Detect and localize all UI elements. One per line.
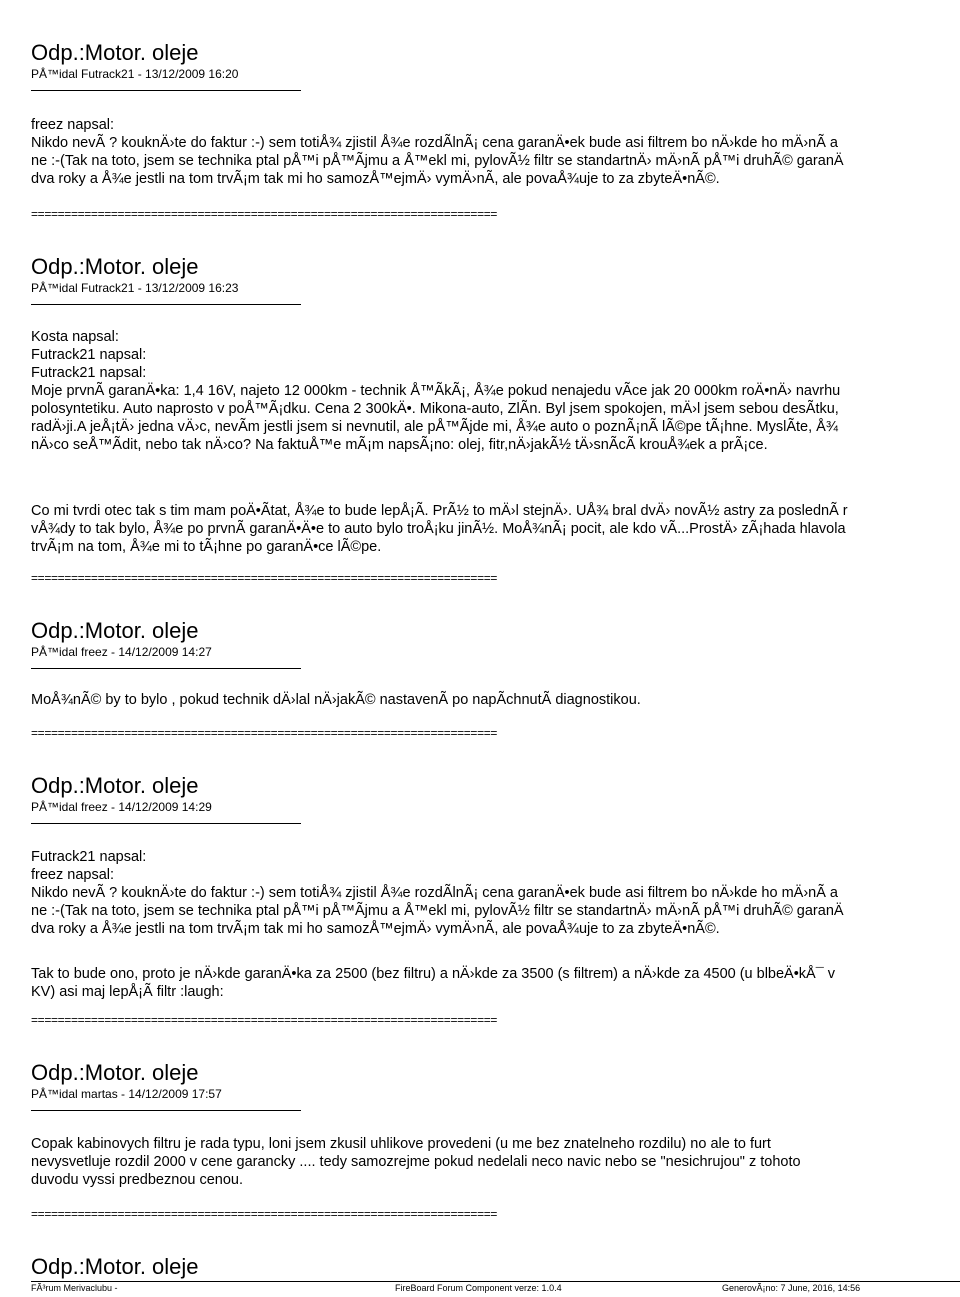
post-separator: ====================================================================== [31, 1207, 498, 1221]
footer-generated-date: GenerovÃ¡no: 7 June, 2016, 14:56 [722, 1283, 861, 1293]
forum-post [31, 254, 960, 556]
post-body-line: Nikdo nevÃ ? kouknÄ›te do faktur :-) sem totiÅ¾ zjistil Å¾e rozdÃlnÃ¡ cena garanÄ•ek bude asi filtrem bo nÄ›kde ho mÄ›nÃ a [31, 135, 838, 151]
quote-author: freez napsal: [31, 867, 115, 883]
post-divider [31, 823, 301, 824]
post-title: Odp.:Motor. oleje [31, 618, 199, 643]
post-body-line: dva roky a Å¾e jestli na tom trvÃ¡m tak mi ho samozÅ™ejmÄ› vymÄ›nÃ, ale povaÅ¾uje to za zbyteÄ•nÃ©. [31, 171, 720, 187]
post-body-line: dva roky a Å¾e jestli na tom trvÃ¡m tak mi ho samozÅ™ejmÄ› vymÄ›nÃ, ale povaÅ¾uje to za zbyteÄ•nÃ©. [31, 921, 720, 937]
post-body-line: trvÃ¡m na tom, Å¾e mi to tÃ¡hne po garanÄ•ce lÃ©pe. [31, 539, 382, 555]
forum-post [31, 1060, 960, 1189]
post-body-line: vÅ¾dy to tak bylo, Å¾e po prvnÃ garanÄ•Ä•e to auto bylo troÅ¡ku jinÃ½. MoÅ¾nÃ¡ pocit, ale kdo vÃ...ProstÄ› zÃ¡hada hlavola [31, 521, 846, 537]
post-body-line: MoÅ¾nÃ© by to bylo , pokud technik dÄ›lal nÄ›jakÃ© nastavenÃ po napÃchnutÃ diagnostikou. [31, 692, 641, 708]
post-title: Odp.:Motor. oleje [31, 40, 199, 65]
post-body-line: radÄ›ji.A jeÅ¡tÄ› jedna vÄ›c, nevÃm jestli jsem si nevnutil, ale pÅ™Ãjde mi, Å¾e auto o poznÃ¡nÃ lÃ©pe tÃ¡hne. MyslÃte, Å¾ [31, 419, 838, 435]
footer-divider [31, 1281, 960, 1282]
post-body-line: nevysvetluje rozdil 2000 v cene garancky .... tedy samozrejme pokud nedelali neco navic nebo se "nesichrujou" z tohoto [31, 1154, 801, 1170]
post-body-line: Nikdo nevÃ ? kouknÄ›te do faktur :-) sem totiÅ¾ zjistil Å¾e rozdÃlnÃ¡ cena garanÄ•ek bude asi filtrem bo nÄ›kde ho mÄ›nÃ a [31, 885, 838, 901]
post-body-line: KV) asi maj lepÅ¡Ã filtr :laugh: [31, 984, 224, 1000]
post-body-line: ne :-(Tak na toto, jsem se technika ptal pÅ™i pÅ™Ãjmu a Å™ekl mi, pylovÃ½ filtr se standartnÄ› mÄ›nÃ pÅ™i druhÃ© garanÄ [31, 153, 844, 169]
post-title: Odp.:Motor. oleje [31, 1254, 199, 1279]
forum-post [31, 773, 960, 1001]
forum-post [31, 40, 960, 188]
quote-author: Futrack21 napsal: [31, 849, 147, 865]
post-meta: PÅ™idal Futrack21 - 13/12/2009 16:23 [31, 281, 239, 295]
post-divider [31, 90, 301, 91]
post-divider [31, 668, 301, 669]
post-body-line: polosyntetiku. Auto naprosto v poÅ™Ã¡dku. Cena 2 300kÄ•. Mikona-auto, ZlÃn. Byl jsem spokojen, mÄ›l jsem sebou desÃtku, [31, 401, 839, 417]
post-title: Odp.:Motor. oleje [31, 254, 199, 279]
footer-forum-name: FÃ³rum Merivaclubu - [31, 1283, 118, 1293]
forum-post [31, 1254, 960, 1280]
post-title: Odp.:Motor. oleje [31, 1060, 199, 1085]
post-body-line: duvodu vyssi predbeznou cenou. [31, 1172, 244, 1188]
post-separator: ====================================================================== [31, 571, 498, 585]
paragraph-gap [31, 454, 960, 502]
post-meta: PÅ™idal freez - 14/12/2009 14:29 [31, 800, 212, 814]
post-separator: ====================================================================== [31, 726, 498, 740]
post-divider [31, 1110, 301, 1111]
post-body-line: Co mi tvrdi otec tak s tim mam poÄ•Ãtat, Å¾e to bude lepÅ¡Ã. PrÃ½ to mÄ›l stejnÄ›. UÅ¾ bral dvÄ› novÃ½ astry za poslednÃ r [31, 503, 848, 519]
post-body-line: ne :-(Tak na toto, jsem se technika ptal pÅ™i pÅ™Ãjmu a Å™ekl mi, pylovÃ½ filtr se standartnÄ› mÄ›nÃ pÅ™i druhÃ© garanÄ [31, 903, 844, 919]
paragraph-gap [31, 938, 960, 965]
post-body-line: Tak to bude ono, proto je nÄ›kde garanÄ•ka za 2500 (bez filtru) a nÄ›kde za 3500 (s filtrem) a nÄ›kde za 4500 (u blbeÄ•kÅ¯ v [31, 966, 836, 982]
post-body-line: Copak kabinovych filtru je rada typu, loni jsem zkusil uhlikove provedeni (u me bez znatelneho rozdilu) no ale to furt [31, 1136, 771, 1152]
forum-post [31, 618, 960, 709]
quote-author: Futrack21 napsal: [31, 365, 147, 381]
post-meta: PÅ™idal freez - 14/12/2009 14:27 [31, 645, 212, 659]
post-meta: PÅ™idal martas - 14/12/2009 17:57 [31, 1087, 222, 1101]
post-meta: PÅ™idal Futrack21 - 13/12/2009 16:20 [31, 67, 239, 81]
footer-component: FireBoard Forum Component verze: 1.0.4 [395, 1283, 562, 1293]
quote-author: freez napsal: [31, 117, 115, 133]
post-body-line: nÄ›co seÅ™Ãdit, nebo tak nÄ›co? Na faktuÅ™e mÃ¡m napsÃ¡no: olej, fitr,nÄ›jakÃ½ tÄ›snÃcÃ krouÅ¾ek a prÃ¡ce. [31, 437, 768, 453]
post-separator: ====================================================================== [31, 207, 498, 221]
post-separator: ====================================================================== [31, 1013, 498, 1027]
quote-author: Kosta napsal: [31, 329, 119, 345]
quote-author: Futrack21 napsal: [31, 347, 147, 363]
post-body-line: Moje prvnÃ garanÄ•ka: 1,4 16V, najeto 12 000km - technik Å™ÃkÃ¡, Å¾e pokud nenajedu vÃce jak 20 000km roÄ•nÄ› navrhu [31, 383, 841, 399]
post-title: Odp.:Motor. oleje [31, 773, 199, 798]
post-divider [31, 304, 301, 305]
